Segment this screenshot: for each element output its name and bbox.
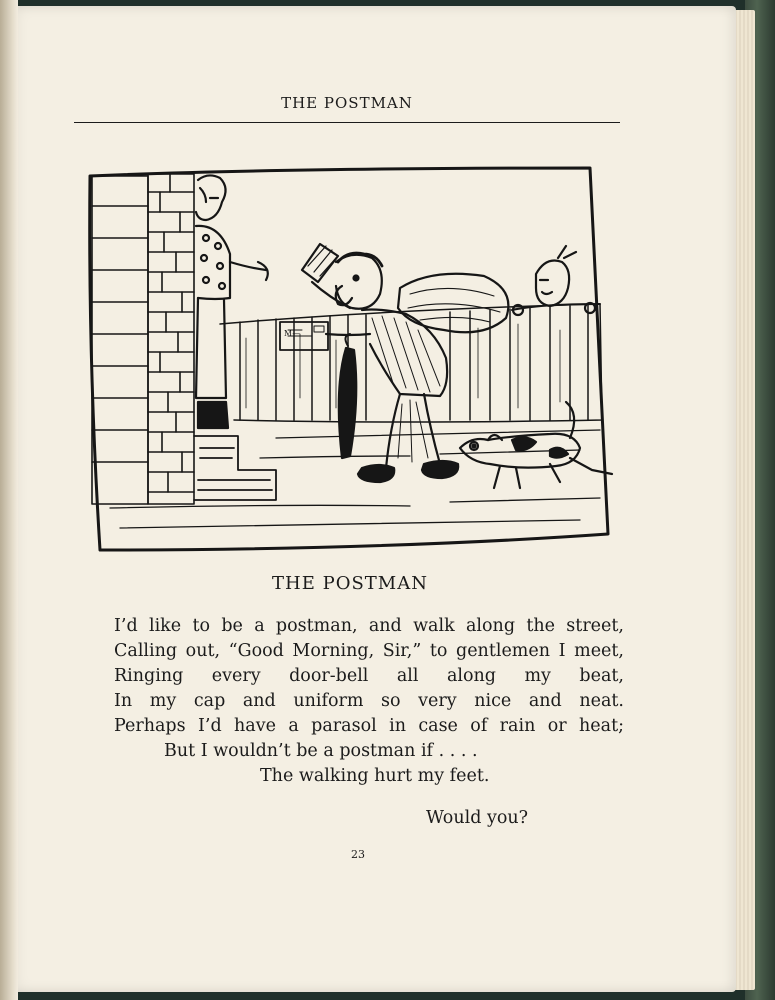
page-number: 23 (351, 848, 365, 861)
wooden-fence (220, 304, 602, 422)
brick-wall (92, 174, 194, 504)
poem-line: The walking hurt my feet. (260, 766, 490, 786)
poem-title: THE POSTMAN (272, 573, 428, 594)
gutter-shadow (0, 0, 18, 1000)
header-rule (74, 122, 620, 123)
poem-body (114, 614, 624, 789)
poem-line: Perhaps I’d have a parasol in case of rain or heat; (114, 716, 624, 736)
lady-figure (196, 175, 268, 428)
poem-line: In my cap and uniform so very nice and neat. (114, 691, 624, 711)
poem-line: I’d like to be a postman, and walk along the street, (114, 616, 624, 636)
envelope-text: M— (284, 329, 301, 338)
book-page (8, 6, 736, 992)
poem-line: Calling out, “Good Morning, Sir,” to gentlemen I meet, (114, 641, 624, 661)
postman-illustration (80, 158, 620, 558)
running-head: THE POSTMAN (281, 94, 413, 112)
poem-closing: Would you? (426, 808, 529, 828)
poem-line: Ringing every door-bell all along my beat, (114, 666, 624, 686)
poem-line: But I wouldn’t be a postman if . . . . (164, 741, 478, 761)
dog-figure (460, 402, 612, 488)
door-steps (194, 436, 276, 500)
child-figure (512, 246, 600, 315)
